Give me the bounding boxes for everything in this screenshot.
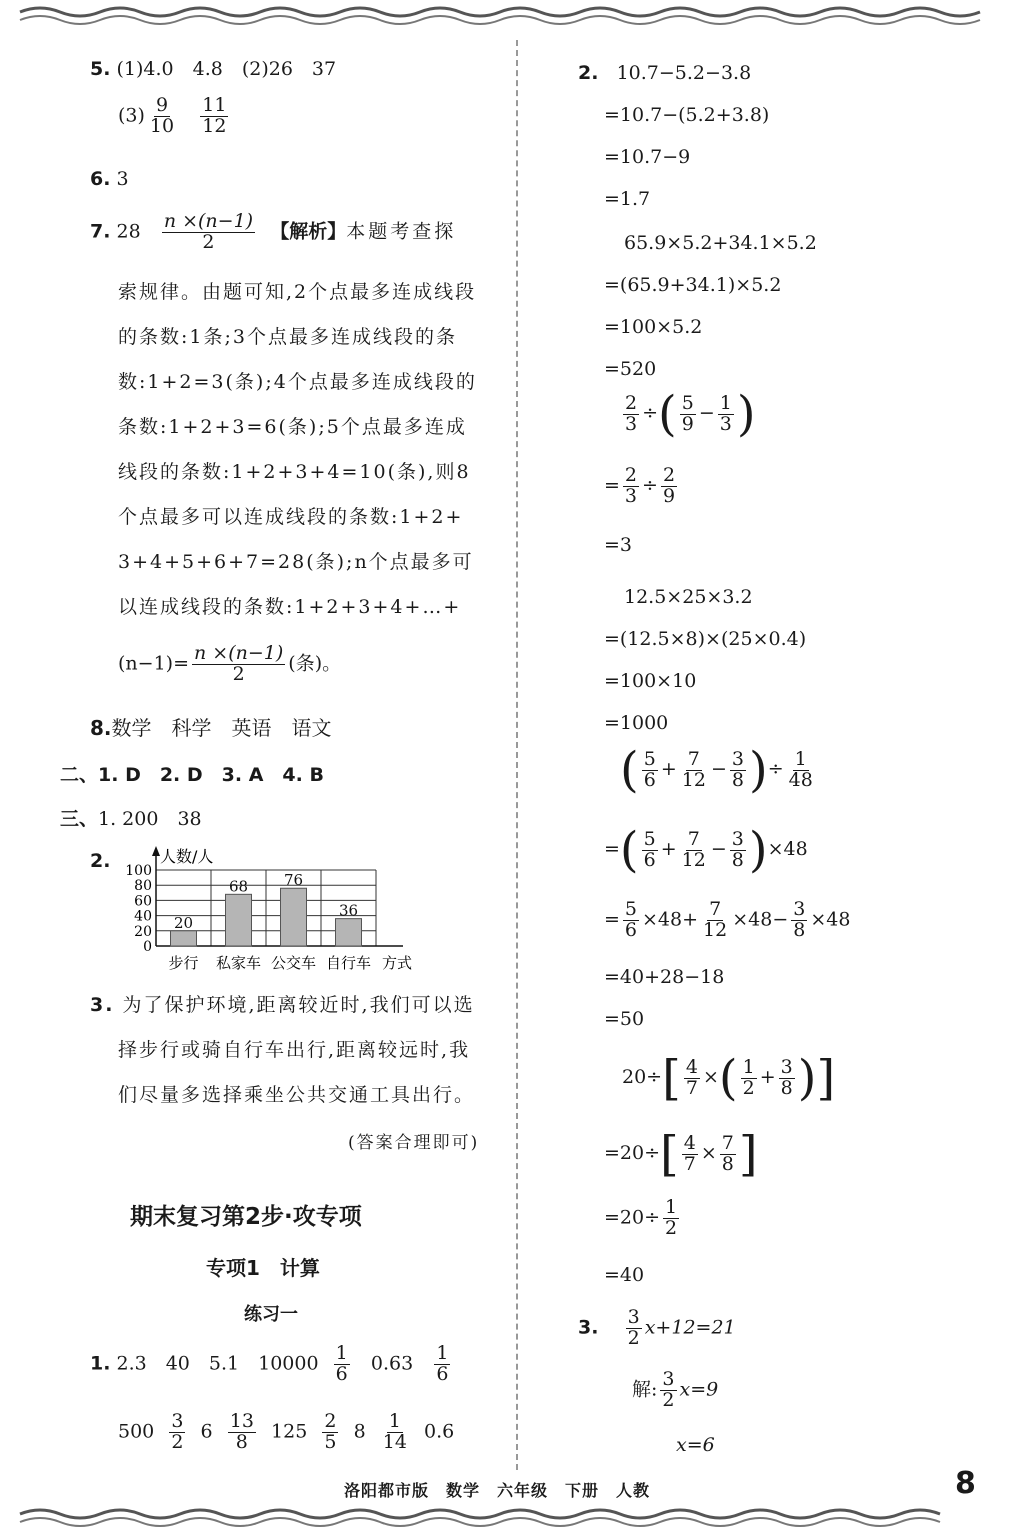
right-q2-block4: 12.5×25×3.2 =(12.5×8)×(25×0.4) =100×10 =1000 [604,586,807,734]
y-tick-label: 20 [134,923,152,940]
right-q2-block6-line1: 20÷[ $\frac{4}{7}$ ×( $\frac{1}{2}$ + $\frac{3}{8}$ )] [622,1050,836,1106]
bar [336,919,362,946]
y-tick-label: 40 [134,908,152,925]
data-label: 68 [228,877,249,896]
practice-q1-row2: 500 $\frac{3}{2}$ 6 $\frac{13}{8}$ 125 $\frac{2}{5}$ 8 $\frac{1}{14}$ 0.6 [118,1410,455,1453]
right-q2-block5-line2: =( $\frac{5}{6}$ + $\frac{7}{12}$ − $\frac{3}{8}$ )×48 [604,822,808,878]
right-q3-answer: x=6 [676,1434,715,1456]
right-q2-block6-line4: =40 [604,1264,645,1286]
right-q2-block5-line1: ( $\frac{5}{6}$ + $\frac{7}{12}$ − $\frac{3}{8}$ )÷ $\frac{1}{48}$ [620,742,813,798]
bar [226,894,252,946]
y-axis-arrow [152,846,160,856]
right-q2-block2: 65.9×5.2+34.1×5.2 =(65.9+34.1)×5.2 =100×5.2 =520 [604,232,817,380]
practice-q1-row1: 1. 2.3 40 5.1 10000 $\frac{1}{6}$ 0.63 $\frac{1}{6}$ [90,1342,449,1385]
x-tick-label: 步行 [168,954,199,972]
q7-explanation: 索规律。由题可知,2个点最多连成线段 的条数:1条;3个点最多连成线段的条 数:1+2=3(条);4个点最多连成线段的 条数:1+2+3=6(条);5个点最多连成 线段的条数:1+2+3+4=10(条),则8 个点最多可以连成线段的条数:1+2+ 3+4+5+6+7=28(条);n个点最多可 以连成线段的条数:1+2+3+4+…+ [118,281,477,618]
bar-chart [118,842,448,977]
x-axis-title: 方式 [382,954,413,972]
bar [281,888,307,946]
q7-answer: 7. 28 $\frac{n \times(n-1)}{2}$ 【解析】本题考查探 [90,210,457,253]
right-q2-block5-line4: =40+28−18 [604,966,725,988]
y-axis-title: 人数/人 [160,847,214,866]
section-subheading: 专项1 计算 [206,1256,320,1280]
y-tick-label: 80 [134,878,152,895]
column-divider [516,40,518,1470]
data-label: 20 [173,913,194,932]
q5-answer: 5. (1)4.0 4.8 (2)26 37 [90,58,337,80]
practice-heading: 练习一 [244,1304,298,1325]
q7-last-line: (n−1)= $\frac{n \times(n-1)}{2}$ (条)。 [118,642,342,685]
bar [171,931,197,946]
answer-note: (答案合理即可) [348,1133,480,1153]
section3-q2-num: 2. [90,850,111,872]
right-q2-block3-line3: =3 [604,534,633,556]
section-heading: 期末复习第2步·攻专项 [130,1204,362,1230]
y-tick-label: 60 [134,893,152,910]
section3-q3: 3. 为了保护环境,距离较近时,我们可以选 择步行或骑自行车出行,距离较远时,我 们尽量多选择乘坐公共交通工具出行。 [90,994,476,1106]
section2-answers: 二、1. D 2. D 3. A 4. B [60,764,324,786]
right-q2-block1: 2. 10.7−5.2−3.8 =10.7−(5.2+3.8) =10.7−9 =1.7 [578,62,770,210]
data-label: 36 [338,901,359,920]
right-q3-solution: 解: $\frac{3}{2}$ x=9 [632,1368,719,1411]
bottom-wave-border [0,1500,1029,1536]
x-tick-label: 私家车 [215,954,262,972]
right-q2-block6-line3: =20÷ $\frac{1}{2}$ [604,1196,678,1239]
right-q3-equation: 3. $\frac{3}{2}$ x+12=21 [578,1306,736,1349]
x-tick-label: 公交车 [270,954,317,972]
right-q2-block5-line3: = $\frac{5}{6}$ ×48+ $\frac{7}{12}$ ×48− $\frac{3}{8}$ ×48 [604,898,851,941]
right-q2-block6-line2: =20÷[ $\frac{4}{7}$ × $\frac{7}{8}$ ] [604,1126,758,1182]
data-label: 76 [283,871,304,890]
footer-text: 洛阳都市版 数学 六年级 下册 人教 [344,1481,651,1500]
x-tick-label: 自行车 [325,954,372,972]
y-tick-label: 0 [143,939,152,955]
q8-answer: 8.数学 科学 英语 语文 [90,716,332,740]
q5-part3: (3) $\frac{9}{10}$ $\frac{11}{12}$ [118,94,227,137]
page-number: 8 [955,1466,976,1501]
y-tick-label: 100 [125,863,152,879]
section3-q1: 三、1. 200 38 [60,808,202,830]
right-q2-block5-line5: =50 [604,1008,645,1030]
right-q2-block3-line2: = $\frac{2}{3}$ ÷ $\frac{2}{9}$ [604,464,676,507]
top-wave-border [0,0,1029,40]
right-q2-block3-line1: $\frac{2}{3}$ ÷( $\frac{5}{9}$ − $\frac{1}{3}$ ) [625,386,756,442]
q6-answer: 6. 3 [90,168,129,190]
